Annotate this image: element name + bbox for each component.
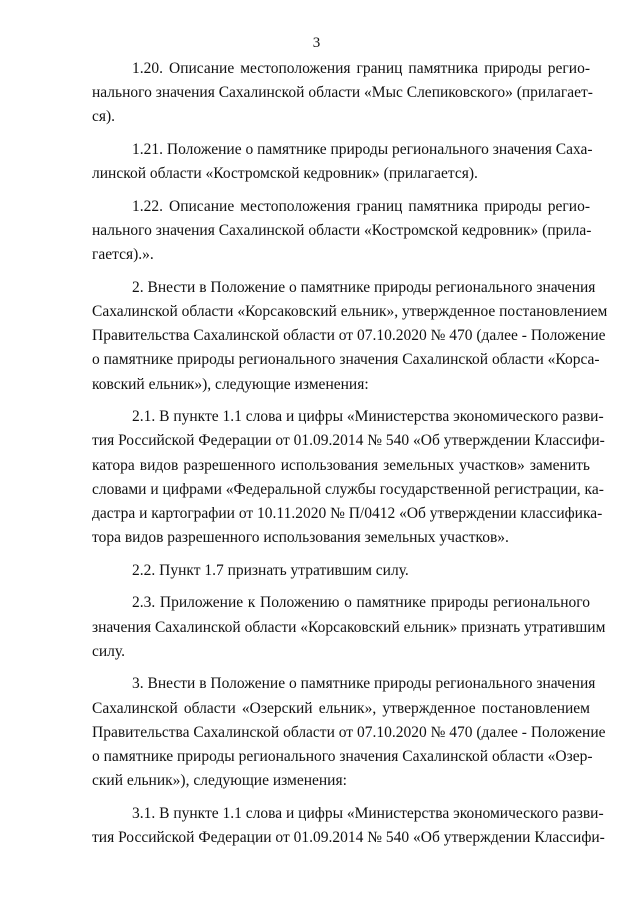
text-line: силу. [92, 642, 125, 660]
text-line: 1.22. Описание местоположения границ памятника природы регио- [132, 197, 590, 215]
text-line: словами и цифрами «Федеральной службы государственной регистрации, ка- [92, 480, 604, 498]
text-line: 1.20. Описание местоположения границ памятника природы регио- [132, 60, 590, 77]
para-1-20 [92, 57, 593, 130]
text-line: ковский ельник»), следующие изменения: [92, 375, 369, 393]
para-1-22 [92, 195, 590, 268]
text-line: 2.1. В пункте 1.1 слова и цифры «Министерства экономического разви- [132, 408, 604, 426]
text-line: о памятнике природы регионального значения Сахалинской области «Корса- [92, 351, 600, 369]
para-3 [92, 672, 606, 793]
text-line: 3.1. В пункте 1.1 слова и цифры «Министерства экономического разви- [132, 804, 604, 822]
para-3-1 [92, 802, 605, 850]
text-line: о памятнике природы регионального значения Сахалинской области «Озер- [92, 748, 593, 766]
text-line: 2. Внести в Положение о памятнике природы регионального значения [132, 278, 596, 296]
text-line: 2.2. Пункт 1.7 признать утратившим силу. [132, 561, 409, 579]
text-line: нального значения Сахалинской области «Мыс Слепиковского» (прилагает- [92, 84, 593, 102]
para-2-1 [92, 405, 605, 550]
text-line: линской области «Костромской кедровник» (прилагается). [92, 165, 478, 183]
para-2 [92, 276, 608, 397]
text-line: тия Российской Федерации от 01.09.2014 № 540 «Об утверждении Классифи- [92, 432, 605, 450]
page-number: 3 [312, 35, 321, 51]
text-line: гается).». [92, 246, 154, 264]
text-line: значения Сахалинской области «Корсаковский ельник» признать утратившим [92, 618, 606, 636]
para-2-3 [92, 591, 606, 664]
text-line: дастра и картографии от 10.11.2020 № П/0412 «Об утверждении классифика- [92, 505, 603, 523]
text-line: ский ельник»), следующие изменения: [92, 772, 347, 790]
text-line: нального значения Сахалинской области «Костромской кедровник» (прила- [92, 222, 592, 239]
text-line: тия Российской Федерации от 01.09.2014 № 540 «Об утверждении Классифи- [92, 829, 605, 847]
text-line: 2.3. Приложение к Положению о памятнике природы регионального [132, 594, 590, 612]
text-line: Сахалинской области «Корсаковский ельник», утвержденное постановлением [92, 303, 608, 320]
document-body [92, 57, 608, 859]
text-line: тора видов разрешенного использования земельных участков». [92, 529, 509, 547]
para-2-2 [92, 559, 590, 583]
text-line: 1.21. Положение о памятнике природы регионального значения Саха- [132, 141, 593, 158]
text-line: 3. Внести в Положение о памятнике природы регионального значения [132, 675, 596, 693]
text-line: ся). [92, 108, 116, 126]
text-line: Правительства Сахалинской области от 07.10.2020 № 470 (далее - Положение [92, 723, 606, 741]
text-line: Правительства Сахалинской области от 07.10.2020 № 470 (далее - Положение [92, 327, 606, 345]
text-line: Сахалинской области «Озерский ельник», утвержденное постановлением [92, 699, 590, 717]
text-line: катора видов разрешенного использования земельных участков» заменить [92, 456, 590, 474]
para-1-21 [92, 138, 593, 186]
